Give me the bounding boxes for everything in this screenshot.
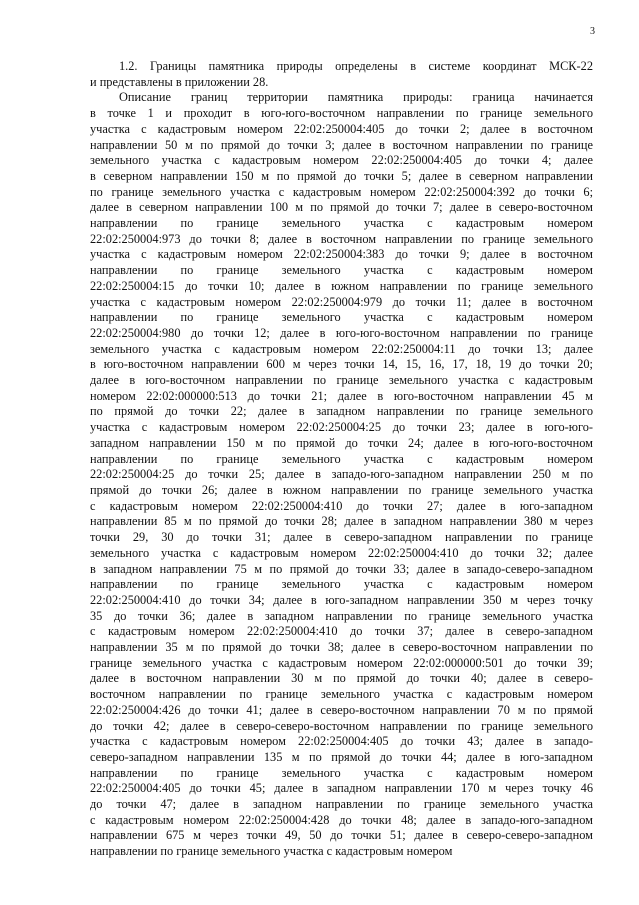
page-number: 3: [590, 26, 595, 37]
text-line: направлении 35 м по прямой до точки 38; далее в северо-восточном направлении по: [90, 640, 593, 655]
text-line: восточном направлении по границе земельного участка с кадастровым номером: [90, 687, 593, 702]
text-line: 22:02:250004:410 до точки 34; далее в юго-западном направлении 350 м через точку: [90, 592, 593, 607]
text-line: Описание границ территории памятника природы: граница начинается: [119, 90, 593, 105]
text-line: направлении по границе земельного участка с кадастровым номером: [90, 310, 593, 325]
text-line: направлении по границе земельного участка с кадастровым номером: [90, 216, 593, 231]
text-line: далее в юго-восточном направлении по границе земельного участка с кадастровым: [90, 373, 593, 388]
text-line: по границе земельного участка с кадастровым номером 22:02:250004:392 до точки 6;: [90, 184, 593, 199]
text-line: границе земельного участка с кадастровым номером 22:02:000000:501 до точки 39;: [90, 655, 593, 670]
text-line: направлении 50 м по прямой до точки 3; далее в восточном направлении по границе: [90, 137, 593, 152]
text-line: далее в северном направлении 100 м по прямой до точки 7; далее в северо-восточном: [90, 200, 593, 215]
text-line: земельного участка с кадастровым номером 22:02:250004:410 до точки 32; далее: [90, 545, 593, 560]
document-body: [90, 59, 593, 860]
text-line: до точки 42; далее в северо-северо-восточном направлении по границе земельного: [90, 718, 593, 733]
text-line: 22:02:250004:15 до точки 10; далее в южном направлении по границе земельного: [90, 278, 593, 293]
text-line: номером 22:02:000000:513 до точки 21; далее в юго-восточном направлении 45 м: [90, 388, 593, 403]
text-line: в юго-восточном направлении 600 м через точки 14, 15, 16, 17, 18, 19 до точки 20;: [90, 357, 593, 372]
text-line: западном направлении 150 м по прямой до точки 24; далее в юго-юго-восточном: [90, 435, 593, 450]
text-line: 1.2. Границы памятника природы определены в системе координат МСК-22: [119, 59, 593, 73]
text-line: направлении по границе земельного участка с кадастровым номером: [90, 451, 593, 466]
text-line: участка с кадастровым номером 22:02:250004:405 до точки 2; далее в восточном: [90, 121, 593, 136]
text-line: с кадастровым номером 22:02:250004:410 до точки 27; далее в юго-западном: [90, 498, 593, 513]
text-line: 35 до точки 36; далее в западном направлении по границе земельного участка: [90, 608, 593, 623]
paragraph: [90, 59, 593, 90]
paragraph: [90, 90, 593, 859]
text-line: участка с кадастровым номером 22:02:250004:25 до точки 23; далее в юго-юго-: [90, 420, 593, 435]
text-line: направлении 85 м по прямой до точки 28; далее в западном направлении 380 м через: [90, 514, 593, 529]
text-line: участка с кадастровым номером 22:02:250004:979 до точки 11; далее в восточном: [90, 294, 593, 309]
text-line: точки 29, 30 до точки 31; далее в северо-западном направлении по границе: [90, 530, 593, 545]
text-line: 22:02:250004:426 до точки 41; далее в северо-восточном направлении 70 м по прямой: [90, 702, 593, 717]
text-line: в западном направлении 75 м по прямой до точки 33; далее в западо-северо-западном: [90, 561, 593, 576]
text-line: направлении по границе земельного участка с кадастровым номером: [90, 577, 593, 592]
text-line: в северном направлении 150 м по прямой до точки 5; далее в северном направлении: [90, 168, 593, 183]
text-line: участка с кадастровым номером 22:02:250004:405 до точки 43; далее в западо-: [90, 734, 593, 749]
text-line: земельного участка с кадастровым номером 22:02:250004:405 до точки 4; далее: [90, 153, 593, 168]
text-line: направлении по границе земельного участка с кадастровым номером: [90, 263, 593, 278]
text-line: 22:02:250004:405 до точки 45; далее в западном направлении 170 м через точку 46: [90, 781, 593, 796]
text-line: и представлены в приложении 28.: [90, 74, 269, 89]
text-line: 22:02:250004:973 до точки 8; далее в восточном направлении по границе земельного: [90, 231, 593, 246]
text-line: до точки 47; далее в западном направлении по границе земельного участка: [90, 797, 593, 812]
text-line: северо-западном направлении 135 м по прямой до точки 44; далее в юго-западном: [90, 749, 593, 764]
text-line: направлении 675 м через точки 49, 50 до точки 51; далее в северо-северо-западном: [90, 828, 593, 843]
text-line: направлении по границе земельного участка с кадастровым номером: [90, 765, 593, 780]
text-line: прямой до точки 26; далее в южном направлении по границе земельного участка: [90, 482, 593, 497]
text-line: направлении по границе земельного участка с кадастровым номером: [90, 844, 453, 859]
text-line: земельного участка с кадастровым номером 22:02:250004:11 до точки 13; далее: [90, 341, 593, 356]
text-line: с кадастровым номером 22:02:250004:428 до точки 48; далее в западо-юго-западном: [90, 812, 593, 827]
text-line: с кадастровым номером 22:02:250004:410 до точки 37; далее в северо-западном: [90, 624, 593, 639]
text-line: 22:02:250004:25 до точки 25; далее в западо-юго-западном направлении 250 м по: [90, 467, 593, 482]
text-line: 22:02:250004:980 до точки 12; далее в юго-юго-восточном направлении по границе: [90, 325, 593, 340]
text-line: в точке 1 и проходит в юго-юго-восточном направлении по границе земельного: [90, 106, 593, 121]
text-line: по прямой до точки 22; далее в западном направлении по границе земельного: [90, 404, 593, 419]
text-line: участка с кадастровым номером 22:02:250004:383 до точки 9; далее в восточном: [90, 247, 593, 262]
text-line: далее в восточном направлении 30 м по прямой до точки 40; далее в северо-: [90, 671, 593, 686]
